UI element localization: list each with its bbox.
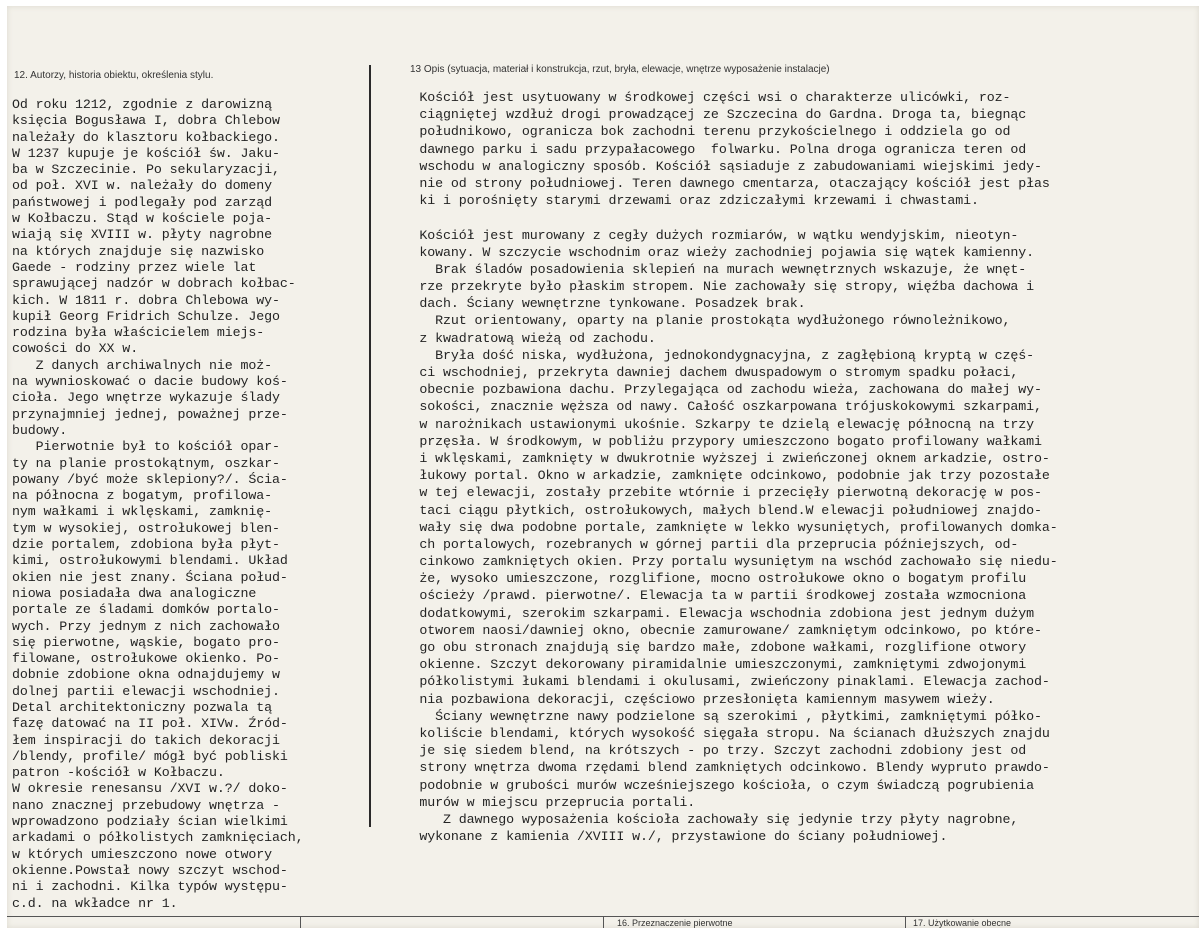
text-line: dolnej partii elewacji wschodniej. xyxy=(12,683,280,699)
text-line: W 1237 kupuje je kościół św. Jaku- xyxy=(12,145,280,161)
text-line: Brak śladów posadowienia sklepień na murach wewnętrznych wskazuje, że wnęt- xyxy=(380,261,1027,277)
text-line: w tej elewacji, zostały przebite wtórnie i przecięły pierwotną dekorację w pos- xyxy=(380,485,1042,501)
text-line: c.d. na wkładce nr 1. xyxy=(12,895,178,911)
text-line: dobnie zdobione okna odnajdujemy w xyxy=(12,667,280,683)
text-line: wschodu w analogiczny sposób. Kościół sąsiaduje z zabudowaniami wiejskimi jedy- xyxy=(380,158,1042,174)
text-line: powany /być może sklepiony?/. Ścia- xyxy=(12,471,288,487)
text-line: nym wałkami i wklęskami, zamknię- xyxy=(12,504,273,520)
text-line: Kościół jest usytuowany w środkowej części wsi o charakterze ulicówki, roz- xyxy=(380,90,1011,105)
text-line: Pierwotnie był to kościół opar- xyxy=(12,439,280,455)
bottom-form-tick xyxy=(905,916,906,928)
text-line: niowa posiadała dwa analogiczne xyxy=(12,585,257,601)
section-16-heading: 16. Przeznaczenie pierwotne xyxy=(617,918,733,928)
text-line: przynajmniej jednej, poważnej prze- xyxy=(12,406,288,422)
text-line: wykonane z kamienia /XVIII w./, przystawione do ściany południowej. xyxy=(380,829,948,845)
text-line: państwowej i podlegały pod zarząd xyxy=(12,194,273,210)
text-line: nano znacznej przebudowy wnętrza - xyxy=(12,797,280,813)
text-line: ościeży /prawd. pierwotne/. Elewacja ta w partii środkowej została wzmocniona xyxy=(380,588,1027,604)
text-line: cowości do XX w. xyxy=(12,341,139,357)
text-line: rodzina była właścicielem miejs- xyxy=(12,325,265,341)
text-line: ciągniętej wzdłuż drogi prowadzącej ze Szczecina do Gardna. Droga ta, biegnąc xyxy=(380,107,1027,123)
text-line: patron -kościół w Kołbaczu. xyxy=(12,765,225,781)
text-line: murów w miejscu przeprucia portali. xyxy=(380,794,696,810)
text-line: ty na planie prostokątnym, oszkar- xyxy=(12,455,280,471)
text-line: otworem naosi/dawniej okno, obecnie zamurowane/ zamkniętym odcinkowo, po które- xyxy=(380,622,1042,638)
text-line: okien nie jest znany. Ściana połud- xyxy=(12,569,288,585)
text-line: ch portalowych, rozebranych w górnej partii dla przeprucia późniejszych, od- xyxy=(380,536,1019,552)
text-line: Gaede - rodziny przez wiele lat xyxy=(12,259,257,275)
text-line: od poł. XVI w. należały do domeny xyxy=(12,178,273,194)
text-line: i wklęskami, zamknięty w dwukrotnie wyższej i zwieńczonej oknem arkadzie, ostro- xyxy=(380,450,1050,466)
text-line: strony wnętrza dwoma rzędami blend zamkniętych odcinkowo. Blendy wypruto prawdo- xyxy=(380,760,1050,776)
text-line: ki i porośnięty starymi drzewami oraz zdziczałymi krzewami i chwastami. xyxy=(380,193,979,209)
bottom-form-tick xyxy=(300,916,301,928)
text-line: okienne. Szczyt dekorowany piramidalnie umieszczonymi, zamkniętymi zdwojonymi xyxy=(380,657,1027,673)
text-line: sprawującej nadzór w dobrach kołbac- xyxy=(12,276,296,292)
text-line: okienne.Powstał nowy szczyt wschod- xyxy=(12,862,288,878)
text-line: dawnego parku i sadu przypałacowego folwarku. Polna droga ogranicza teren od xyxy=(380,141,1027,157)
text-line: się pierwotne, wąskie, bogato pro- xyxy=(12,634,280,650)
text-line: /blendy, profile/ mógł być pobliski xyxy=(12,748,288,764)
text-line: nie od strony południowej. Teren dawnego cmentarza, otaczający kościół jest płas xyxy=(380,175,1050,191)
text-line: ni i zachodni. Kilka typów występu- xyxy=(12,879,288,895)
scan-margin-left xyxy=(0,0,7,928)
text-line: Z dawnego wyposażenia kościoła zachowały się jedynie trzy płyty nagrobne, xyxy=(380,811,1019,827)
text-line: że, wysoko umieszczone, rozglifione, mocno ostrołukowe okno o bogatym profilu xyxy=(380,571,1027,587)
text-line: z kwadratową wieżą od zachodu. xyxy=(380,330,656,346)
section-17-heading: 17. Użytkowanie obecne xyxy=(913,918,1012,928)
text-line: Od roku 1212, zgodnie z darowizną xyxy=(12,97,273,112)
text-line: wych. Przy jednym z nich zachowało xyxy=(12,618,280,634)
history-text-column xyxy=(12,97,394,912)
text-line: łem inspiracji do takich dekoracji xyxy=(12,732,280,748)
text-line: taci ciągu płytkich, ostrołukowych, małych blend.W elewacji południowej znajdo- xyxy=(380,502,1042,518)
text-line: rze przekryte było płaskim stropem. Nie zachowały się stropy, więźba dachowa i xyxy=(380,279,1034,295)
text-line: w Kołbaczu. Stąd w kościele poja- xyxy=(12,211,273,227)
text-line: księcia Bogusława I, dobra Chlebow xyxy=(12,113,280,129)
text-line xyxy=(380,209,1194,226)
text-line: fazę datować na II poł. XIVw. Źród- xyxy=(12,716,288,732)
text-line: w których umieszczono nowe otwory xyxy=(12,846,273,862)
text-line: kimi, ostrołukowymi blendami. Układ xyxy=(12,553,288,569)
text-line: koliście blendami, których wysokość sięgała stropu. Na ścianach dłuższych znajdu xyxy=(380,725,1050,741)
text-line: Kościół jest murowany z cegły dużych rozmiarów, w wątku wendyjskim, nieotyn- xyxy=(380,227,1019,243)
text-line: na których znajduje się nazwisko xyxy=(12,243,265,259)
section-13-heading: 13 Opis (sytuacja, materiał i konstrukcja, rzut, bryła, elewacje, wnętrze wyposażenie instalacje) xyxy=(410,64,830,75)
text-line: dach. Ściany wewnętrzne tynkowane. Posadzek brak. xyxy=(380,296,806,312)
text-line: wprowadzono podziały ścian wielkimi xyxy=(12,814,288,830)
text-line: wiają się XVIII w. płyty nagrobne xyxy=(12,227,273,243)
text-line: podobnie w grubości murów wcześniejszego kościoła, o czym świadczą pogrubienia xyxy=(380,777,1034,793)
bottom-form-tick xyxy=(603,916,604,928)
text-line: filowane, ostrołukowe okienko. Po- xyxy=(12,651,280,667)
text-line: obecnie pozbawiona dachu. Przylegająca od zachodu wieża, zachowana do małej wy- xyxy=(380,382,1042,398)
text-line: półkolistymi łukami blendami i okulusami, zwieńczony pinaklami. Elewacja zachod- xyxy=(380,674,1050,690)
section-12-heading: 12. Autorzy, historia obiektu, określenia stylu. xyxy=(14,70,214,81)
text-line: kich. W 1811 r. dobra Chlebowa wy- xyxy=(12,292,280,308)
text-line: na wywnioskować o dacie budowy koś- xyxy=(12,374,288,390)
text-line: cinkowo zamkniętych okien. Przy portalu wysuniętym na wschód zachowało się niedu- xyxy=(380,554,1058,570)
text-line: wały się dwa podobne portale, zamknięte w lekko wysuniętych, profilowanych domka- xyxy=(380,519,1058,535)
text-line: sokości, znacznie węższa od nawy. Całość oszkarpowana trójuskokowymi szkarpami, xyxy=(380,399,1042,415)
text-line: dzie portalem, zdobiona była płyt- xyxy=(12,537,280,553)
text-line: Rzut orientowany, oparty na planie prostokąta wydłużonego równoleżnikowo, xyxy=(380,313,1011,329)
text-line: W okresie renesansu /XVI w.?/ doko- xyxy=(12,781,288,797)
text-line: Z danych archiwalnych nie moż- xyxy=(12,357,273,373)
text-line: budowy. xyxy=(12,422,68,438)
text-line: kowany. W szczycie wschodnim oraz wieży zachodniej pojawia się wątek kamienny. xyxy=(380,244,1034,260)
description-text-column xyxy=(380,89,1194,845)
text-line: łukowy portal. Okno w arkadzie, zamknięte odcinkowo, podobnie jak trzy pozostałe xyxy=(380,468,1050,484)
text-line: należały do klasztoru kołbackiego. xyxy=(12,129,280,145)
text-line: na północna z bogatym, profilowa- xyxy=(12,488,273,504)
text-line: południkowo, ogranicza bok zachodni terenu przykościelnego i oddziela go od xyxy=(380,124,1011,140)
text-line: dodatkowymi, szerokim szkarpami. Elewacja wschodnia zdobiona jest jednym dużym xyxy=(380,605,1034,621)
text-line: w narożnikach ustawionymi ukośnie. Szkarpy te dzielą elewację północną na trzy xyxy=(380,416,1034,432)
text-line: kupił Georg Fridrich Schulze. Jego xyxy=(12,308,280,324)
text-line: je się siedem blend, na krótszych - po trzy. Szczyt zachodni zdobiony jest od xyxy=(380,743,1027,759)
text-line: ci wschodniej, przekryta dawniej dachem dwuspadowym o stromym spadku połaci, xyxy=(380,365,1019,380)
text-line: przęsła. W środkowym, w pobliżu przypory umieszczono bogato profilowany wałkami xyxy=(380,433,1042,449)
text-line: go obu stronach znajdują się bardzo małe, zdobone wałkami, rozglifione otwory xyxy=(380,640,1027,655)
text-line: Bryła dość niska, wydłużona, jednokondygnacyjna, z zagłębioną kryptą w częś- xyxy=(380,347,1034,363)
text-line: Ściany wewnętrzne nawy podzielone są szerokimi , płytkimi, zamkniętymi półko- xyxy=(380,708,1042,724)
text-line: portale ze śladami domków portalo- xyxy=(12,602,280,618)
text-line: tym w wysokiej, ostrołukowej blen- xyxy=(12,520,280,536)
text-line: arkadami o półkolistych zamknięciach, xyxy=(12,830,304,846)
text-line: Detal architektoniczny pozwala tą xyxy=(12,699,273,715)
text-line: ba w Szczecinie. Po sekularyzacji, xyxy=(12,162,280,178)
text-line: cioła. Jego wnętrze wykazuje ślady xyxy=(12,390,280,406)
text-line: nia pozbawiona dekoracji, częściowo przesłonięta kamiennym masywem wieży. xyxy=(380,691,995,707)
